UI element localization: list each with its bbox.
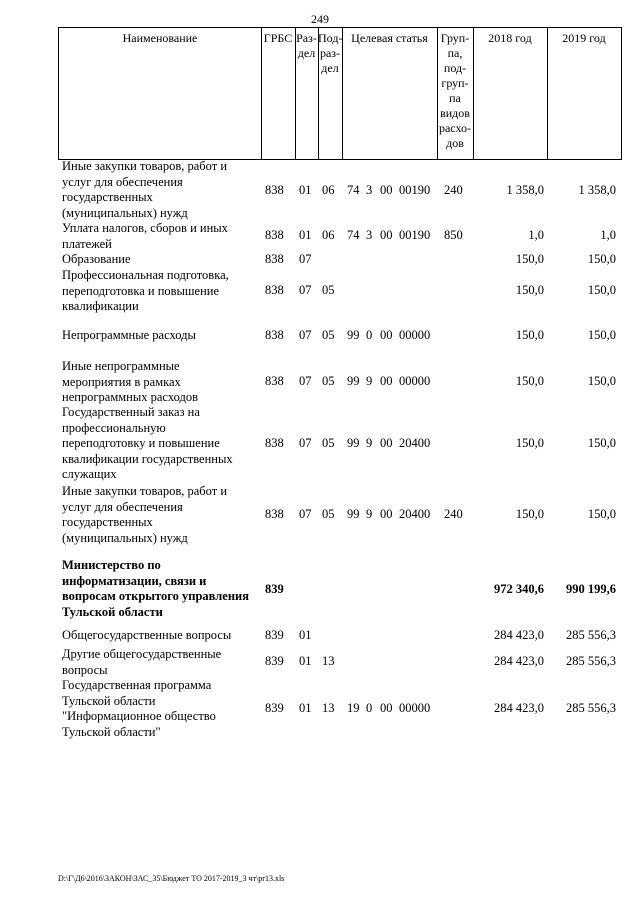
target-article-program-cell: 99	[347, 436, 360, 450]
target-article-program-cell: 74	[347, 228, 360, 242]
row-name	[62, 628, 258, 644]
header-razdel-line: дел	[297, 46, 316, 60]
header-podrazdel-line: раз-	[319, 46, 341, 60]
target-article-program-cell: 99	[347, 374, 360, 388]
target-article-direction-cell: 20400	[399, 436, 431, 450]
amount-2019-cell: 1 358,0	[578, 183, 616, 197]
row-name	[62, 252, 258, 268]
row-name	[62, 405, 258, 483]
row-name-line: служащих	[62, 467, 117, 481]
header-razdel	[295, 31, 318, 61]
row-name-line: (муниципальных) нужд	[62, 530, 188, 545]
row-name	[62, 268, 258, 315]
target-article-direction-cell: 20400	[399, 507, 431, 521]
grbs-cell: 838	[265, 252, 284, 266]
header-vid-line: па	[449, 91, 461, 105]
header-vid-line: па,	[447, 46, 463, 60]
target-article-direction-cell: 00190	[399, 228, 431, 242]
row-name-line: Другие общегосударственные	[62, 647, 222, 661]
header-podrazdel-line: Под-	[318, 31, 343, 45]
expense-type-cell: 850	[444, 228, 463, 242]
amount-2019-cell: 285 556,3	[566, 701, 616, 715]
row-name-line: Тульской области	[62, 604, 163, 619]
podrazdel-cell: 13	[322, 654, 335, 668]
row-name-line: государственных	[62, 190, 153, 204]
amount-2019-cell: 150,0	[587, 328, 616, 342]
podrazdel-cell: 13	[322, 701, 335, 715]
row-name	[62, 328, 258, 344]
header-vid-line: под-	[443, 61, 467, 75]
razdel-cell: 07	[299, 374, 312, 388]
target-article-main-event-cell: 00	[380, 228, 393, 242]
header-celevaya-statya: Целевая статья	[351, 31, 428, 45]
row-name-line: (муниципальных) нужд	[62, 205, 188, 220]
row-name	[62, 558, 258, 620]
amount-2019-cell: 150,0	[587, 252, 616, 266]
row-name-line: государственных	[62, 515, 153, 529]
grbs-cell: 838	[265, 228, 284, 242]
row-name-line: квалификации	[62, 299, 139, 313]
target-article-main-event-cell: 00	[380, 507, 393, 521]
row-name-line: Профессиональная подготовка,	[62, 268, 229, 282]
razdel-cell: 01	[299, 628, 312, 642]
target-article-subprogram-cell: 9	[366, 436, 373, 450]
row-name	[62, 359, 258, 406]
row-name	[62, 678, 258, 740]
target-article-main-event-cell: 00	[380, 183, 393, 197]
row-name-line: переподготовку и повышение	[62, 436, 220, 450]
row-name-line: вопросам открытого управления	[62, 589, 249, 603]
amount-2018-cell: 284 423,0	[494, 701, 544, 715]
target-article-main-event-cell: 00	[380, 436, 393, 450]
target-article-program-cell: 19	[347, 701, 360, 715]
razdel-cell: 01	[299, 228, 312, 242]
target-article-program-cell: 99	[347, 328, 360, 342]
header-podrazdel-line: дел	[321, 61, 339, 75]
header-podrazdel	[318, 31, 342, 76]
column-divider	[261, 28, 262, 159]
razdel-cell: 07	[299, 436, 312, 450]
amount-2018-cell: 150,0	[515, 436, 544, 450]
expense-type-cell: 240	[444, 507, 463, 521]
header-vid-line: дов	[446, 136, 464, 150]
target-article-subprogram-cell: 0	[366, 328, 373, 342]
target-article-subprogram-cell: 9	[366, 374, 373, 388]
table-header	[58, 27, 622, 160]
grbs-cell: 839	[265, 701, 284, 715]
target-article-main-event-cell: 00	[380, 328, 393, 342]
row-name-line: переподготовка и повышение	[62, 283, 220, 298]
file-path-footer: D:\Г\Д6\2016\ЗАКОН\ЗАС_35\Бюджет ТО 2017-2019_3 чт\pr13.xls	[58, 874, 285, 883]
target-article-main-event-cell: 00	[380, 701, 393, 715]
header-name: Наименование	[122, 31, 198, 45]
amount-2018-cell: 972 340,6	[494, 582, 544, 596]
podrazdel-cell: 05	[322, 328, 335, 342]
razdel-cell: 07	[299, 252, 312, 266]
header-vid-line: Груп-	[440, 31, 470, 45]
grbs-cell: 838	[265, 507, 284, 521]
amount-2018-cell: 1,0	[528, 228, 544, 242]
amount-2018-cell: 1 358,0	[506, 183, 544, 197]
header-grbs: ГРБС	[263, 31, 293, 45]
row-name-line: квалификации государственных	[62, 451, 233, 466]
header-year-2019: 2019 год	[562, 31, 606, 45]
razdel-cell: 07	[299, 507, 312, 521]
grbs-cell: 839	[265, 654, 284, 668]
row-name-line: Иные закупки товаров, работ и	[62, 159, 228, 173]
target-article-subprogram-cell: 3	[366, 228, 373, 242]
razdel-cell: 01	[299, 654, 312, 668]
header-vid	[437, 31, 473, 151]
podrazdel-cell: 06	[322, 183, 335, 197]
amount-2019-cell: 150,0	[587, 436, 616, 450]
amount-2018-cell: 150,0	[515, 507, 544, 521]
row-name	[62, 221, 258, 252]
row-name-line: "Информационное общество	[62, 709, 216, 723]
amount-2019-cell: 285 556,3	[566, 628, 616, 642]
row-name-line: Тульской области"	[62, 724, 161, 739]
expense-type-cell: 240	[444, 183, 463, 197]
podrazdel-cell: 05	[322, 283, 335, 297]
amount-2019-cell: 150,0	[587, 374, 616, 388]
razdel-cell: 07	[299, 328, 312, 342]
row-name	[62, 647, 258, 678]
grbs-cell: 838	[265, 374, 284, 388]
amount-2018-cell: 150,0	[515, 283, 544, 297]
row-name-line: Общегосударственные вопросы	[62, 628, 232, 642]
amount-2019-cell: 150,0	[587, 507, 616, 521]
amount-2019-cell: 1,0	[600, 228, 616, 242]
row-name-line: Уплата налогов, сборов и иных	[62, 221, 228, 235]
row-name-line: Иные непрограммные	[62, 359, 180, 373]
target-article-direction-cell: 00000	[399, 374, 431, 388]
header-vid-line: видов	[440, 106, 470, 120]
column-divider	[342, 28, 343, 159]
target-article-direction-cell: 00000	[399, 701, 431, 715]
row-name-line: вопросы	[62, 662, 108, 677]
podrazdel-cell: 05	[322, 374, 335, 388]
amount-2019-cell: 285 556,3	[566, 654, 616, 668]
podrazdel-cell: 06	[322, 228, 335, 242]
podrazdel-cell: 05	[322, 436, 335, 450]
row-name-line: информатизации, связи и	[62, 573, 207, 588]
row-name-line: Образование	[62, 252, 131, 266]
target-article-subprogram-cell: 9	[366, 507, 373, 521]
grbs-cell: 838	[265, 328, 284, 342]
target-article-direction-cell: 00000	[399, 328, 431, 342]
amount-2019-cell: 990 199,6	[566, 582, 616, 596]
header-vid-line: груп-	[441, 76, 469, 90]
row-name-line: Иные закупки товаров, работ и	[62, 484, 228, 498]
header-razdel-line: Раз-	[296, 31, 317, 45]
target-article-main-event-cell: 00	[380, 374, 393, 388]
row-name-line: профессиональную	[62, 420, 166, 435]
razdel-cell: 01	[299, 183, 312, 197]
amount-2018-cell: 284 423,0	[494, 628, 544, 642]
amount-2018-cell: 150,0	[515, 374, 544, 388]
amount-2018-cell: 150,0	[515, 252, 544, 266]
target-article-subprogram-cell: 0	[366, 701, 373, 715]
amount-2018-cell: 284 423,0	[494, 654, 544, 668]
row-name	[62, 159, 258, 221]
row-name-line: Государственный заказ на	[62, 405, 200, 419]
header-vid-line: расхо-	[438, 121, 472, 135]
row-name-line: услуг для обеспечения	[62, 499, 183, 514]
grbs-cell: 838	[265, 183, 284, 197]
row-name-line: Непрограммные расходы	[62, 328, 196, 342]
amount-2018-cell: 150,0	[515, 328, 544, 342]
razdel-cell: 01	[299, 701, 312, 715]
row-name-line: мероприятия в рамках	[62, 374, 181, 389]
row-name-line: Тульской области	[62, 693, 156, 708]
row-name-line: Государственная программа	[62, 678, 212, 692]
page-number: 249	[311, 12, 329, 26]
header-year-2018: 2018 год	[488, 31, 532, 45]
row-name-line: услуг для обеспечения	[62, 174, 183, 189]
target-article-program-cell: 99	[347, 507, 360, 521]
target-article-program-cell: 74	[347, 183, 360, 197]
podrazdel-cell: 05	[322, 507, 335, 521]
row-name-line: непрограммных расходов	[62, 390, 198, 404]
column-divider	[547, 28, 548, 159]
row-name	[62, 484, 258, 546]
target-article-subprogram-cell: 3	[366, 183, 373, 197]
amount-2019-cell: 150,0	[587, 283, 616, 297]
grbs-cell: 838	[265, 436, 284, 450]
grbs-cell: 838	[265, 283, 284, 297]
target-article-direction-cell: 00190	[399, 183, 431, 197]
row-name-line: Министерство по	[62, 558, 161, 572]
razdel-cell: 07	[299, 283, 312, 297]
column-divider	[473, 28, 474, 159]
row-name-line: платежей	[62, 236, 112, 251]
grbs-cell: 839	[265, 628, 284, 642]
grbs-cell: 839	[265, 582, 284, 596]
